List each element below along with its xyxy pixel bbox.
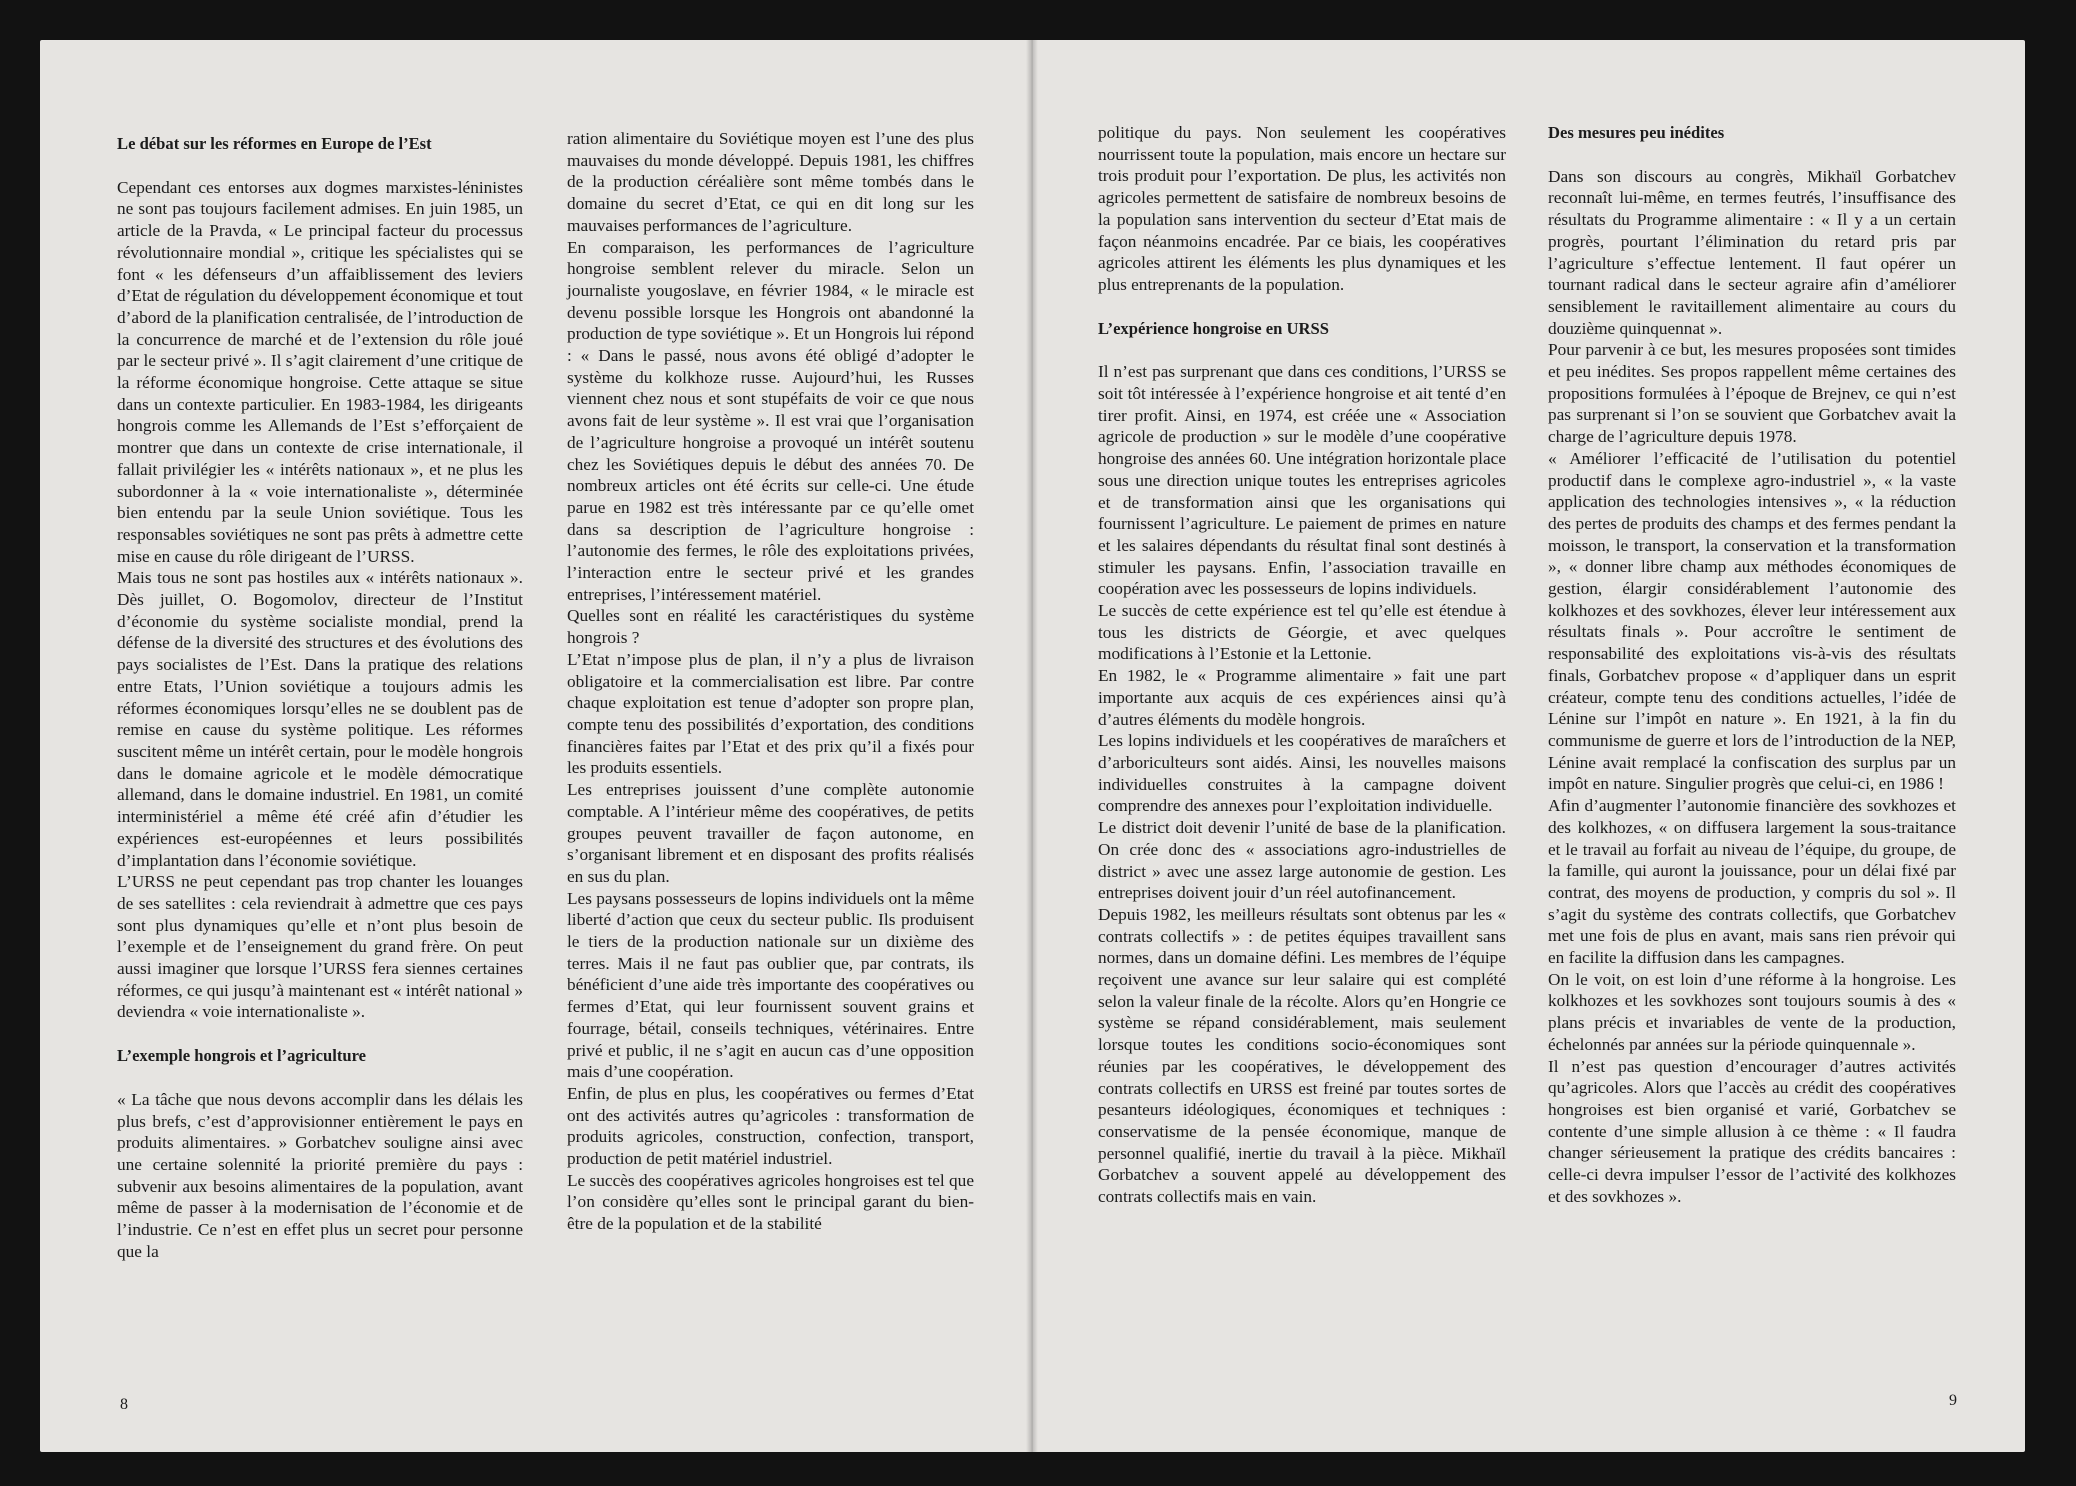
paragraph: Il n’est pas surprenant que dans ces conditions, l’URSS se soit tôt intéressée à l’expérience hongroise et ait tenté d’en tirer profit. Ainsi, en 1974, est créée une « Association agricole de production » sur le modèle d’une coopérative hongroise des années 60. Une intégration horizontale place sous une direction unique toutes les entreprises agricoles et de transformation ainsi que les organisations qui fournissent l’agriculture. Le paiement de primes en nature et les salaires dépendants du résultat final sont destinés à stimuler les paysans. Enfin, l’association travaille en coopération avec les possesseurs de lopins individuels.: [1098, 362, 1506, 599]
paragraph: Mais tous ne sont pas hostiles aux « intérêts nationaux ». Dès juillet, O. Bogomolov, directeur de l’Institut d’économie du système socialiste mondial, prend la défense de la diversité des structures et des évolutions des pays socialistes de l’Est. Dans la pratique des relations entre Etats, l’Union soviétique a toujours admis les réformes économiques lorsqu’elles ne se doublent pas de remise en cause du système politique. Les réformes suscitent même un intérêt certain, pour le modèle hongrois dans le domaine agricole et le modèle démocratique allemand, dans le domaine industriel. En 1981, un comité interministériel a même été créé afin d’étudier les expériences est-européennes et leurs possibilités d’implantation dans l’économie soviétique.: [117, 568, 523, 870]
page-number-right: 9: [1949, 1392, 1957, 1409]
book-fold: [1026, 40, 1038, 1452]
paragraph: « La tâche que nous devons accomplir dans les délais les plus brefs, c’est d’approvisionner entièrement le pays en produits alimentaires. » Gorbatchev souligne ainsi avec une certaine solennité la priorité première du pays : subvenir aux besoins alimentaires de la population, avant même de passer à la modernisation de l’économie et de l’industrie. Ce n’est en effet plus un secret pour personne que la: [117, 1089, 523, 1261]
paragraph: Le succès de cette expérience est tel qu’elle est étendue à tous les districts de Géorgie, et avec quelques modifications à l’Estonie et la Lettonie.: [1098, 601, 1506, 664]
left-page-column-2: [567, 128, 974, 1235]
paragraph: Dans son discours au congrès, Mikhaïl Gorbatchev reconnaît lui-même, en termes feutrés, l’insuffisance des résultats du Programme alimentaire : « Il y a un certain progrès, pourtant l’élimination du retard pris par l’agriculture s’effectue lentement. Il faut opérer un tournant radical dans le secteur agraire afin d’améliorer sensiblement le ravitaillement alimentaire au cours du douzième quinquennat ».: [1548, 166, 1956, 338]
paragraph: On le voit, on est loin d’une réforme à la hongroise. Les kolkhozes et les sovkhozes sont toujours soumis à des « plans précis et invariables de vente de la production, échelonnés par années sur la période quinquennale ».: [1548, 969, 1956, 1054]
paragraph: Les entreprises jouissent d’une complète autonomie comptable. A l’intérieur même des coopératives, de petits groupes peuvent travailler de façon autonome, en s’organisant librement et en disposant des profits réalisés en sus du plan.: [567, 780, 974, 886]
paragraph: En comparaison, les performances de l’agriculture hongroise semblent relever du miracle. Selon un journaliste yougoslave, en février 1984, « le miracle est devenu possible lorsque les Hongrois ont abandonné la production de type soviétique ». Et un Hongrois lui répond : « Dans le passé, nous avons été obligé d’adopter le système du kolkhoze russe. Aujourd’hui, les Russes viennent chez nous et sont stupéfaits de voir ce que nous avons fait de leur système ». Il est vrai que l’organisation de l’agriculture hongroise a provoqué un intérêt soutenu chez les Soviétiques depuis le début des années 70. De nombreux articles ont été écrits sur celle-ci. Une étude parue en 1982 est très intéressante par ce qu’elle omet dans sa description de l’agriculture hongroise : l’autonomie des fermes, le rôle des exploitations privées, l’interaction entre le secteur privé et les grandes entreprises, l’intéressement matériel.: [567, 237, 975, 604]
paragraph: Afin d’augmenter l’autonomie financière des sovkhozes et des kolkhozes, « on diffusera largement la sous-traitance et le travail au forfait au niveau de l’équipe, du groupe, de la famille, qui auront la jouissance, pour un délai fixé par contrat, des moyens de production, y compris du sol ». Il s’agit du système des contrats collectifs, que Gorbatchev met une fois de plus en avant, mais sans rien prévoir qui en facilite la diffusion dans les campagnes.: [1548, 796, 1956, 968]
paragraph: En 1982, le « Programme alimentaire » fait une part importante aux acquis de ces expériences ainsi qu’à d’autres éléments du modèle hongrois.: [1098, 666, 1506, 729]
paragraph: Quelles sont en réalité les caractéristiques du système hongrois ?: [567, 606, 974, 648]
paragraph: L’URSS ne peut cependant pas trop chanter les louanges de ses satellites : cela reviendrait à admettre que ces pays sont plus dynamiques qu’elle et n’ont plus besoin de l’exemple et de l’enseignement du grand frère. On peut aussi imaginer que lorsque l’URSS fera siennes certaines réformes, ce qui jusqu’à maintenant est « intérêt national » deviendra « voie internationaliste ».: [117, 872, 523, 1022]
right-page-column-2: [1548, 122, 1956, 1207]
paragraph: Le succès des coopératives agricoles hongroises est tel que l’on considère qu’elles sont le principal garant du bien-être de la population et de la stabilité: [567, 1170, 974, 1234]
page-number-left: 8: [120, 1396, 128, 1413]
heading-experience-hongroise: L’expérience hongroise en URSS: [1098, 318, 1329, 338]
paragraph: Enfin, de plus en plus, les coopératives ou fermes d’Etat ont des activités autres qu’agricoles : transformation de produits agricoles, construction, confection, transport, production de petit matériel industriel.: [567, 1083, 974, 1169]
paragraph: Le district doit devenir l’unité de base de la planification. On crée donc des « associations agro-industrielles de district » avec une assez large autonomie de gestion. Les entreprises doivent jouir d’un réel autofinancement.: [1098, 818, 1506, 903]
heading-exemple-hongrois: L’exemple hongrois et l’agriculture: [117, 1046, 367, 1066]
paragraph: L’Etat n’impose plus de plan, il n’y a plus de livraison obligatoire et la commercialisation est libre. Par contre chaque exploitation est tenue d’adopter son propre plan, compte tenu des possibilités d’exportation, des conditions financières faites par l’Etat et des prix qu’il a fixés pour les produits essentiels.: [567, 649, 974, 778]
paragraph: « Améliorer l’efficacité de l’utilisation du potentiel productif dans le complexe agro-industriel », « la vaste application des technologies intensives », « la réduction des pertes de produits des champs et des fermes pendant la moisson, le transport, la conservation et la transformation », « donner libre champ aux méthodes économiques de gestion, élargir considérablement l’autonomie des kolkhozes et des sovkhozes, élever leur intéressement aux résultats finals ». Pour accroître le sentiment de responsabilité des exploitations vis-à-vis des résultats finals, Gorbatchev propose « d’appliquer dans un esprit créateur, compte tenu des conditions actuelles, l’idée de Lénine sur l’impôt en nature ». En 1921, à la fin du communisme de guerre et lors de l’introduction de la NEP, Lénine avait remplacé la confiscation des surplus par un impôt en nature. Singulier progrès que celui-ci, en 1986 !: [1548, 448, 1956, 794]
left-page-column-1: [117, 133, 523, 1262]
paragraph: Il n’est pas question d’encourager d’autres activités qu’agricoles. Alors que l’accès au crédit des coopératives hongroises est bien organisé et varié, Gorbatchev se contente d’une simple allusion à ce thème : « Il faudra changer sérieusement la pratique des crédits bancaires : celle-ci devra impulser l’essor de l’activité des kolkhozes et des sovkhozes ».: [1548, 1056, 1956, 1206]
paragraph: ration alimentaire du Soviétique moyen est l’une des plus mauvaises du monde développé. Depuis 1981, les chiffres de la production céréalière sont même tombés dans le domaine du secret d’Etat, ce qui en dit long sur les mauvaises performances de l’agriculture.: [567, 129, 974, 235]
right-page-column-1: [1098, 122, 1506, 1208]
heading-mesures-peu-inedites: Des mesures peu inédites: [1548, 123, 1725, 142]
heading-debat-reformes: Le débat sur les réformes en Europe de l’Est: [117, 134, 432, 153]
paragraph: Pour parvenir à ce but, les mesures proposées sont timides et peu inédites. Ses propos rappellent même certaines des propositions formulées à l’époque de Brejnev, ce qui n’est pas surprenant si l’on se souvient que Gorbatchev avait la charge de l’agriculture depuis 1978.: [1548, 340, 1956, 447]
paragraph: Cependant ces entorses aux dogmes marxistes-léninistes ne sont pas toujours facilement admises. En juin 1985, un article de la Pravda, « Le principal facteur du processus révolutionnaire mondial », critique les spécialistes qui se font « les défenseurs d’un affaiblissement des leviers d’Etat de régulation du développement économique et tout d’abord de la planification centralisée, de l’introduction de la concurrence de marché et de l’extension du rôle joué par le secteur privé ». Il s’agit clairement d’une critique de la réforme économique hongroise. Cette attaque se situe dans un contexte particulier. En 1983-1984, les dirigeants hongrois comme les Allemands de l’Est s’efforçaient de montrer que dans un contexte de crise internationale, il fallait privilégier les « intérêts nationaux », et ne plus les subordonner à la « voie internationaliste », déterminée bien entendu par la seule Union soviétique. Tous les responsables soviétiques ne sont pas prêts à admettre cette mise en cause du rôle dirigeant de l’URSS.: [117, 177, 523, 566]
paragraph: Les paysans possesseurs de lopins individuels ont la même liberté d’action que ceux du secteur public. Ils produisent le tiers de la production nationale sur un dixième des terres. Mais il ne faut pas oublier que, par contrats, ils bénéficient d’une aide très importante des coopératives ou fermes d’Etat, qui leur fournissent souvent grains et fourrage, bétail, conseils techniques, vétérinaires. Entre privé et public, il ne s’agit en aucun cas d’une opposition mais d’une coopération.: [567, 888, 975, 1082]
paragraph: Les lopins individuels et les coopératives de maraîchers et d’arboriculteurs sont aidés. Ainsi, les nouvelles maisons individuelles construites à la campagne doivent comprendre des annexes pour l’exploitation individuelle.: [1098, 731, 1506, 816]
paragraph: politique du pays. Non seulement les coopératives nourrissent toute la population, mais encore un hectare sur trois produit pour l’exportation. De plus, les activités non agricoles permettent de satisfaire de nombreux besoins de la population sans intervention du secteur d’Etat mais de façon néanmoins encadrée. Par ce biais, les coopératives agricoles attirent les éléments les plus dynamiques et les plus entreprenants de la population.: [1098, 123, 1506, 294]
paragraph: Depuis 1982, les meilleurs résultats sont obtenus par les « contrats collectifs » : de petites équipes travaillent sans normes, dans un domaine défini. Les membres de l’équipe reçoivent une avance sur leur salaire qui est complété selon la valeur finale de la récolte. Alors qu’en Hongrie ce système se répand considérablement, mais seulement lorsque toutes les conditions socio-économiques sont réunies par les coopératives, le développement des contrats collectifs en URSS est freiné par toutes sortes de pesanteurs idéologiques, économiques et techniques : conservatisme de la pensée économique, manque de personnel qualifié, inertie du travail à la pièce. Mikhaïl Gorbatchev a souvent appelé au développement des contrats collectifs mais en vain.: [1098, 904, 1506, 1207]
